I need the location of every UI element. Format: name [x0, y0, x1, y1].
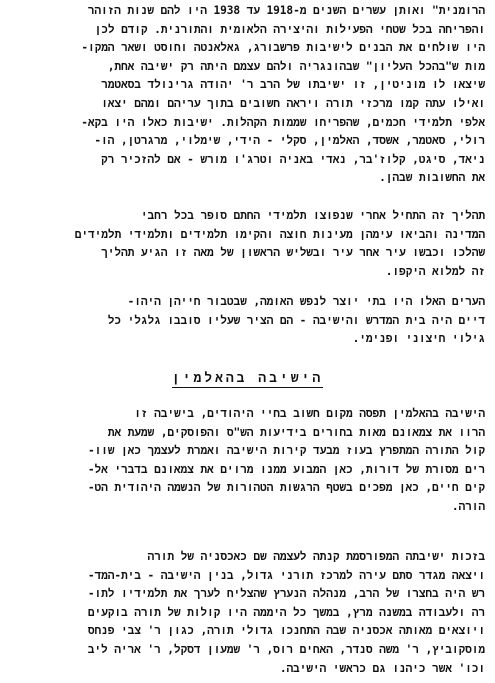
text-line: וכו' אשר כיהנו גם כראשי הישיבה.	[279, 661, 485, 675]
section-heading-text: הישיבה בהאלמין	[171, 371, 324, 386]
text-line: שיצאו לו מוניטין, זו ישיבתו של הרב ר' יהודה גרינולד בסאטמר	[101, 78, 485, 92]
text-line: הורה.	[451, 499, 485, 513]
text-line: הערים האלו היו בתי יוצר לנפש האומה, שבטבור חייהן היהו-	[127, 295, 485, 308]
paragraph-yeshiva	[12, 405, 485, 517]
text-line: בזכות ישיבתה המפורסמת קנתה לעצמה שם כאכסניה של תורה	[147, 550, 485, 563]
text-line: המדינה והביאו עימהן מעינות חוצה והקימו תלמידים ותלמידי תלמידים	[74, 227, 485, 241]
text-line: את החשובות שבהן.	[379, 171, 485, 185]
text-line: קול התורה המתפרץ בעוז מבעד קירות הישיבה ואמרת לעצמך כאן שוו-	[87, 444, 485, 458]
text-line: אלפי תלמידי חכמים, שהפריחו שממות הקהלות. ישיבות כאלו היו בקא-	[81, 115, 485, 129]
text-line: תהליך זה התחיל אחרי שנפוצו תלמידי החתם סופר בכל רחבי	[140, 209, 485, 222]
paragraph-process	[12, 207, 485, 281]
text-line: רולי, סאטמר, אשסד, האלמין, סקלי - הידי, שימלוי, מרגרטן, הו-	[94, 134, 485, 148]
text-line: הישיבה בהאלמין תפסה מקום חשוב בחיי היהודים, בישיבה זו	[134, 407, 485, 420]
text-line: גילוי חיצוני ופנימי.	[352, 332, 485, 346]
text-line: מוסקוביץ, ר' משה סנדר, האחים רוס, ר' שמעון דסקל, ר' אריה ליב	[87, 642, 485, 656]
text-line: ויצאה מגדר סתם עירה למרכז תורני גדול, בנין הישיבה - בית-המד-	[87, 568, 485, 582]
text-line: הרוו את צמאונם מאות בחורים בידיעות הש"ס והפוסקים, שמעת את	[107, 425, 485, 439]
text-line: מות ש"בהכל העליון" שבהונגריה ולהם עצמם היתה רק ישיבה אחת,	[107, 59, 485, 73]
text-line: ויוצאים מאותה אכסניה שבה התחנכו גדולי תורה, כגון ר' צבי פנחס	[87, 624, 485, 638]
text-line: רש היה בחצרו של הרב, מנהלה הנערץ שהצליח לערך את תלמידיו לתו-	[87, 587, 485, 601]
paragraph-intro	[12, 2, 485, 188]
text-line: הרומנית" ואותן עשרים השנים מ-1918 עד 1938 היו להם שנות הזוהר	[87, 4, 485, 17]
text-line: קים חיים, כאן מפכים בשטף הרגשות הטהורות של הנשמה היהודית הט-	[87, 481, 485, 495]
text-line: והפריחה בכל שטחי הפעילות והיצירה הלאומית והתורנית. קודם לכן	[94, 22, 485, 36]
text-line: שהלכו וכבשו עיר אחר עיר ובשליש הראשון של מאה זו הגיע תהליך	[101, 246, 485, 260]
text-line: רים מסורת של דורות, כאן המבוע ממנו מרוים את צמאונם בדברי אל-	[87, 462, 485, 476]
text-line: היו שולחים את הבנים לישיבות פרשבורג, גאלאנטה וחוסט ושאר המקו-	[81, 41, 485, 55]
section-heading	[0, 371, 495, 386]
text-line: ואילו עתה קמו מרכזי תורה ויראה חשובים בתוך עריהם ומהם יצאו	[101, 96, 485, 110]
text-line: דיים היה בית המדרש והישיבה - הם הציר שעליו סובבו גלגלי כל	[107, 313, 485, 327]
text-line: רה ולעבודה במשנה מרץ, במשך כל היממה היו קולות של תורה בוקעים	[87, 605, 485, 619]
paragraph-cities	[12, 293, 485, 349]
paragraph-fame	[12, 548, 485, 678]
text-line: זה למלוא היקפו.	[385, 264, 485, 278]
text-line: ניאד, סיגט, קלוז'בר, נאדי באניה וטרג'ו מורש - אם להזכיר רק	[101, 152, 485, 166]
